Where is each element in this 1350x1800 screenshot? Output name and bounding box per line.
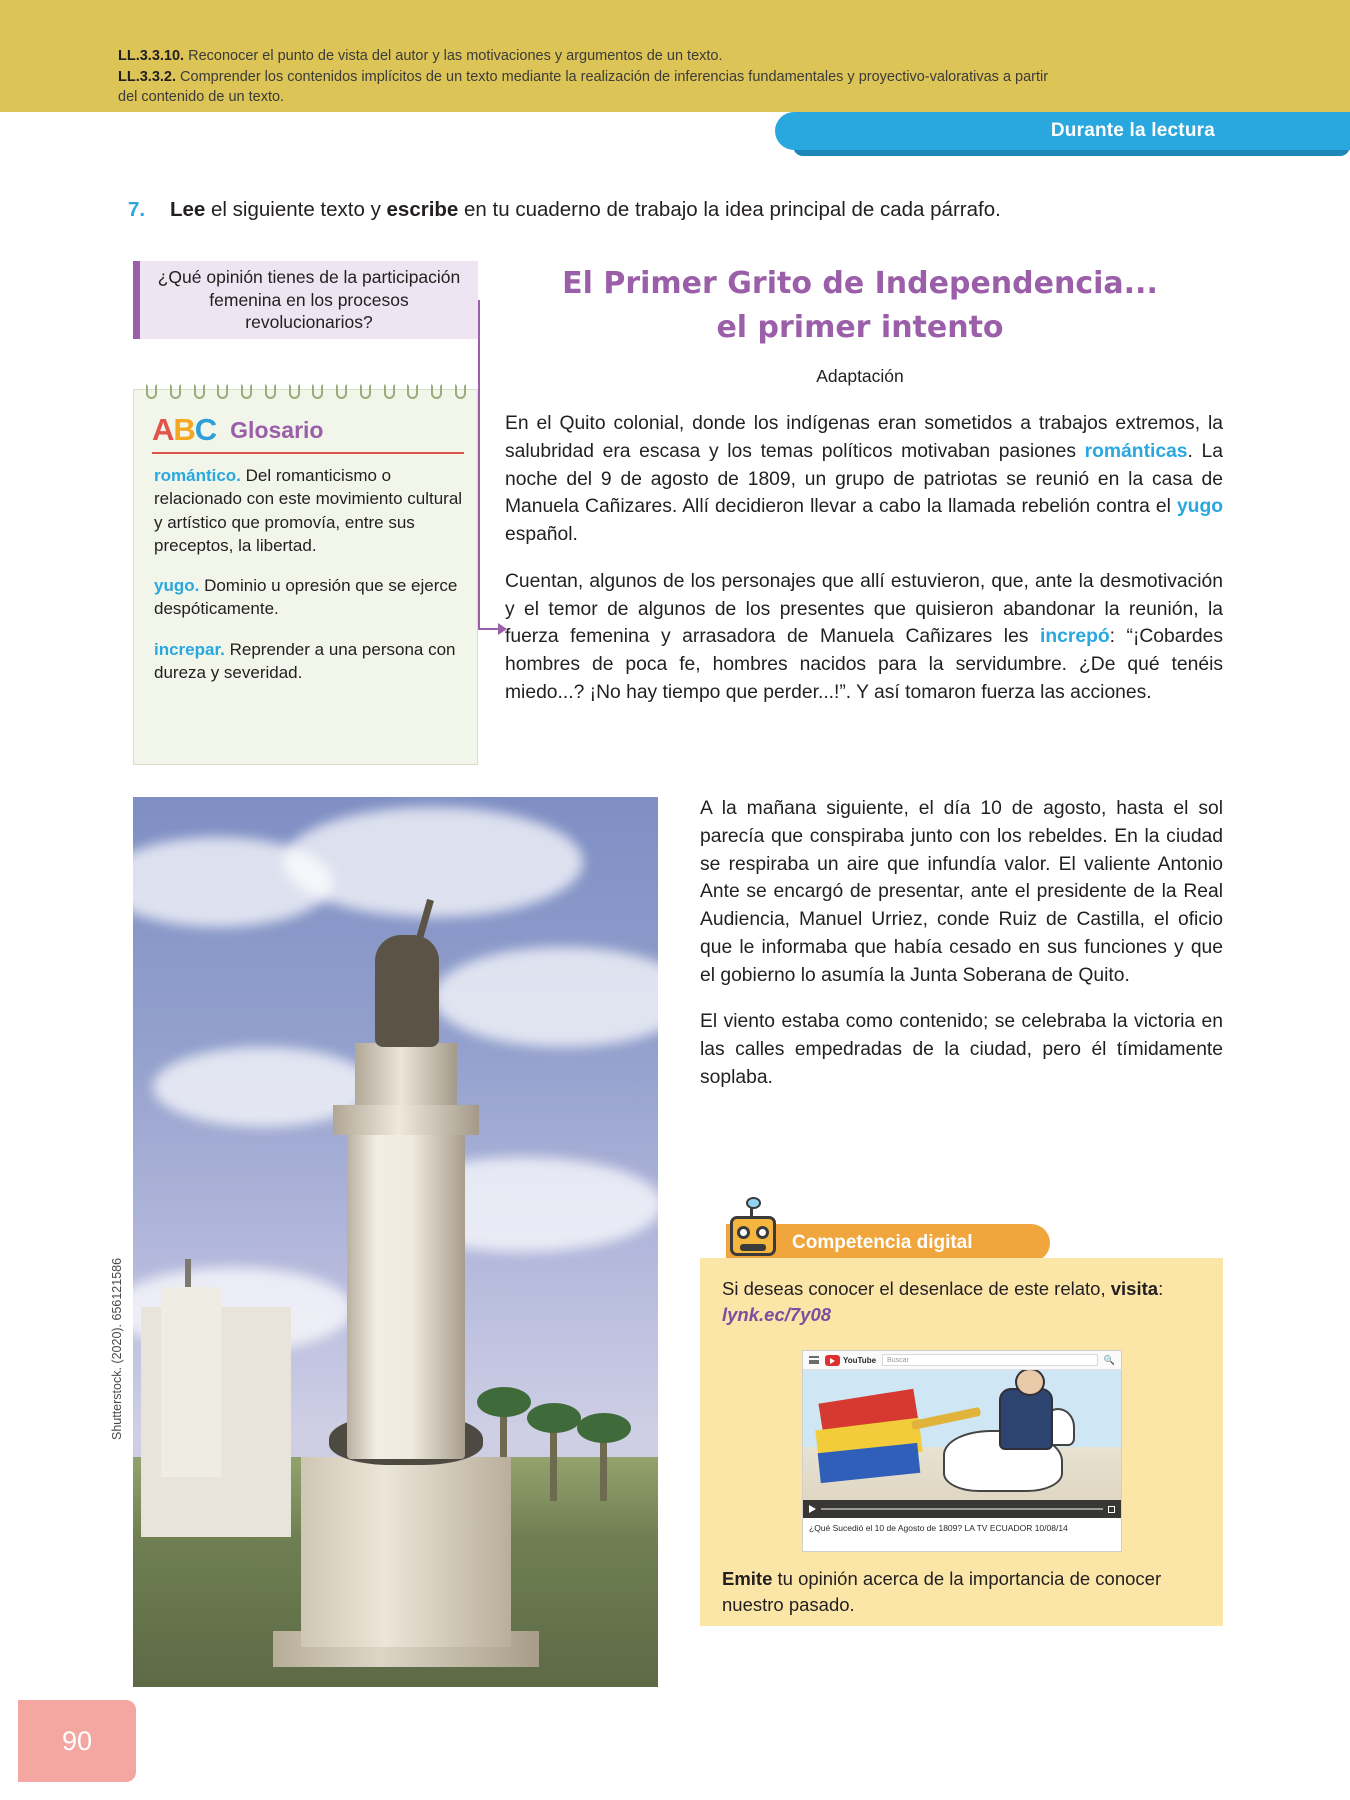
video-controls[interactable] <box>803 1500 1121 1518</box>
instruction-mid: el siguiente texto y <box>205 198 387 221</box>
connector-vertical <box>478 300 480 630</box>
reflection-question-box <box>133 261 478 339</box>
youtube-logo <box>825 1355 876 1366</box>
standards-text <box>118 46 1058 108</box>
standards-bar <box>0 0 1350 112</box>
standard-line-2 <box>118 67 1058 108</box>
footer-text: tu opinión acerca de la importancia de conocer nuestro pasado. <box>722 1568 1162 1616</box>
abc-letter-a: A <box>152 412 174 447</box>
glossary-definition: Reprender a una persona con dureza y severidad. <box>154 639 456 682</box>
standard-code-1: LL.3.3.10. <box>118 48 185 64</box>
fullscreen-icon[interactable] <box>1108 1506 1115 1513</box>
monument-column <box>347 1129 465 1459</box>
robot-icon <box>726 1206 780 1264</box>
digital-competence-footer <box>722 1566 1202 1619</box>
palm-tree-group <box>490 1381 640 1501</box>
article-title-line-1: El Primer Grito de Independencia... <box>562 266 1158 301</box>
glossary-entry <box>154 574 466 621</box>
p1-highlight-yugo: yugo <box>1176 496 1223 518</box>
glossary-definition: Dominio u opresión que se ejerce despóticamente. <box>154 576 458 619</box>
robot-antenna <box>750 1204 753 1216</box>
standard-text-1: Reconocer el punto de vista del autor y las motivaciones y argumentos de un texto. <box>184 48 723 64</box>
article-title-line-2: el primer intento <box>716 309 1004 345</box>
glossary-title: Glosario <box>230 416 324 443</box>
article-paragraph-4: El viento estaba como contenido; se celebraba la victoria en las calles empedradas de la ciudad, pero él tímidamente soplaba. <box>700 1011 1223 1089</box>
instruction-verb-2: escribe <box>386 198 459 221</box>
section-ribbon <box>775 112 1350 156</box>
hamburger-menu-icon[interactable] <box>809 1356 819 1364</box>
activity-instruction <box>128 197 1218 224</box>
intro-text: Si deseas conocer el desenlace de este relato, <box>722 1278 1111 1299</box>
progress-bar[interactable] <box>821 1508 1103 1510</box>
resource-link[interactable]: lynk.ec/7y08 <box>722 1304 832 1326</box>
article-body-wide <box>505 410 1223 726</box>
cloud-shape <box>433 947 658 1047</box>
trumpet-illustration <box>911 1407 981 1430</box>
youtube-search-input[interactable]: Buscar <box>882 1354 1098 1366</box>
digital-competence-label: Competencia digital <box>792 1232 973 1253</box>
spiral-binding-icon <box>146 384 466 400</box>
reflection-question-text: ¿Qué opinión tienes de la participación femenina en los procesos revolucionarios? <box>157 266 461 333</box>
robot-mouth <box>740 1244 766 1251</box>
p1-highlight-romanticas: románticas <box>1084 440 1188 462</box>
question-connector-line <box>478 300 502 630</box>
glossary-term: yugo. <box>154 576 200 596</box>
rider-illustration <box>999 1388 1053 1450</box>
instruction-verb-1: Lee <box>170 198 206 221</box>
article-body-narrow <box>700 795 1223 1111</box>
abc-letter-b: B <box>173 412 195 447</box>
robot-eye-left <box>737 1226 750 1239</box>
palm-tree <box>600 1431 607 1501</box>
play-icon <box>825 1355 840 1366</box>
abc-letter-c: C <box>194 412 217 447</box>
glossary-panel <box>133 389 478 765</box>
play-button-icon[interactable] <box>809 1505 816 1513</box>
youtube-video-thumbnail[interactable] <box>802 1350 1122 1552</box>
p2-highlight-increpo: increpó <box>1040 626 1110 648</box>
article-paragraph-3: A la mañana siguiente, el día 10 de agosto, hasta el sol parecía que conspiraba junto con los rebeldes. En la ciudad se respiraba un aire que infundía valor. El valiente Antonio Ante se encargó de presentar, ante el presidente de la Real Audiencia, Manuel Urriez, conde Ruiz de Castilla, el oficio que le informaba que había cesado en sus funciones y que el gobierno lo asumía la Junta Soberana de Quito. <box>700 798 1223 986</box>
statue-pedestal <box>355 1043 457 1105</box>
monument-photo <box>133 797 658 1687</box>
standard-code-2: LL.3.3.2. <box>118 68 177 85</box>
article-paragraph-2 <box>505 568 1223 707</box>
standard-text-2: Comprender los contenidos implícitos de un texto mediante la realización de inferencias fundamentales y proyectivo-valorativas a partir del contenido de un texto. <box>118 68 1049 106</box>
glossary-term: increpar. <box>154 639 225 659</box>
activity-number: 7. <box>128 198 146 221</box>
search-icon[interactable]: 🔍 <box>1103 1354 1115 1365</box>
abc-blocks-icon <box>152 412 216 448</box>
article-title <box>500 262 1220 349</box>
p2-a: Cuentan, algunos de los personajes que allí estuvieron, que, ante la desmotivación y el temor de algunos de los presentes que quisieron abandonar la reunión, la fuerza femenina y arrasadora de Manuela Cañizares les <box>505 570 1223 648</box>
photo-credit: Shutterstock. (2020). 656121586 <box>110 1257 124 1440</box>
glossary-entry <box>154 638 466 685</box>
digital-competence-card <box>700 1258 1223 1626</box>
video-caption: ¿Qué Sucedió el 10 de Agosto de 1809? LA TV ECUADOR 10/08/14 <box>809 1523 1068 1533</box>
p2-b: : “¡Cobardes hombres de poca fe, hombres nacidos para la servidumbre. ¿De qué tenéis miedo...? ¡No hay tiempo que perder...!”. Y así tomaron fuerza las acciones. <box>505 626 1223 704</box>
p1-b: . La noche del 9 de agosto de 1809, un grupo de patriotas se reunió en la casa de Manuela Cañizares. Allí decidieron llevar a cabo la llamada rebelión contra el <box>505 440 1223 518</box>
visita-label: visita <box>1110 1278 1159 1299</box>
digital-competence-intro <box>722 1276 1202 1329</box>
church-tower <box>161 1287 221 1477</box>
glossary-entries <box>154 464 466 701</box>
page-number-badge <box>18 1700 136 1782</box>
glossary-header <box>152 410 462 450</box>
youtube-top-bar <box>803 1351 1121 1370</box>
column-capital <box>333 1105 479 1135</box>
glossary-term: romántico. <box>154 466 241 485</box>
article-paragraph-1 <box>505 410 1223 549</box>
glossary-divider <box>152 452 464 454</box>
instruction-end: en tu cuaderno de trabajo la idea principal de cada párrafo. <box>458 198 1001 221</box>
video-frame[interactable] <box>803 1370 1121 1518</box>
glossary-definition: Del romanticismo o relacionado con este movimiento cultural y artístico que promovía, entre sus preceptos, la libertad. <box>154 466 463 555</box>
glossary-entry <box>154 464 466 557</box>
standard-line-1 <box>118 46 1058 67</box>
page-number: 90 <box>61 1725 93 1756</box>
youtube-logo-text: YouTube <box>843 1355 877 1365</box>
robot-eye-right <box>756 1226 769 1239</box>
article-subtitle: Adaptación <box>816 366 904 386</box>
palm-tree <box>550 1421 557 1501</box>
ribbon-label: Durante la lectura <box>1050 120 1215 141</box>
p1-a: En el Quito colonial, donde los indígenas eran sometidos a trabajos extremos, la salubridad era escasa y los temas políticos motivaban pasiones <box>505 413 1223 462</box>
colon-separator: : <box>1158 1278 1164 1299</box>
liberty-statue <box>375 935 439 1047</box>
footer-verb: Emite <box>722 1568 773 1589</box>
p1-c: español. <box>505 524 578 546</box>
monument-pedestal <box>301 1457 511 1647</box>
